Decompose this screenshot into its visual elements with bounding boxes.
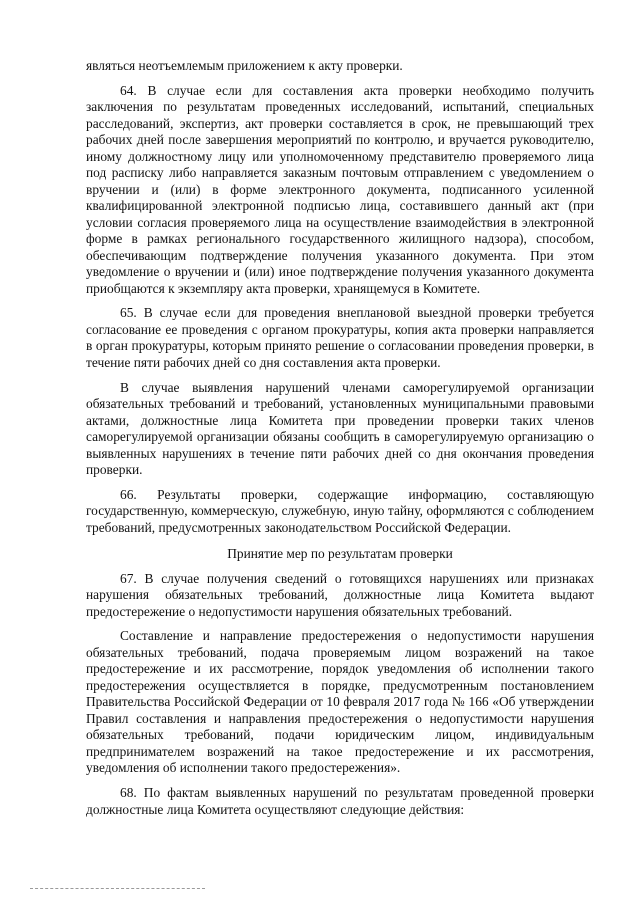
paragraph-67: 67. В случае получения сведений о готовящихся нарушениях или признаках нарушения обязательных требований, должностные лица Комитета выдают предостережение о недопустимости нарушения обязательных требований. — [86, 570, 594, 619]
paragraph-continuation: являться неотъемлемым приложением к акту проверки. — [86, 58, 403, 73]
paragraph-sro-violations: В случае выявления нарушений членами саморегулируемой организации обязательных требований и требований, установленных муниципальными правовыми актами, должностные лица Комитета при проведении проверки таких членов саморегулируемой организации обязаны сообщить в саморегулируемую организацию о выявленных нарушениях в течение пяти рабочих дней со дня окончания проведения проверки. — [86, 379, 594, 478]
section-heading: Принятие мер по результатам проверки — [227, 546, 453, 562]
paragraph-65: 65. В случае если для проведения внеплановой выездной проверки требуется согласование ее проведения с органом прокуратуры, копия акта проверки направляется в орган прокуратуры, которым принято решение о согласовании проведения проверки, в течение пяти рабочих дней со дня составления акта проверки. — [86, 305, 594, 370]
paragraph-warning-procedure: Составление и направление предостережения о недопустимости нарушения обязательных требований, подача проверяемым лицом возражений на такое предостережение и их рассмотрение, порядок уведомления об исполнении такого предостережения осуществляется в порядке, предусмотренным постановлением Правительства Российской Федерации от 10 февраля 2017 года № 166 «Об утверждении Правил составления и направления предостережения о недопустимости нарушения обязательных требований, подачи юридическим лицом, индивидуальным предпринимателем возражений на такое предостережение и их рассмотрения, уведомления об исполнении такого предостережения». — [86, 628, 594, 776]
paragraph-64: 64. В случае если для составления акта проверки необходимо получить заключения по результатам проведенных исследований, испытаний, специальных расследований, экспертиз, акт проверки составляется в срок, не превышающий трех рабочих дней после завершения мероприятий по контролю, и вручается руководителю, иному должностному лицу или уполномоченному представителю проверяемого лица под расписку либо направляется заказным почтовым отправлением с уведомлением о вручении и (или) в форме электронного документа, подписанного усиленной квалифицированной электронной подписью лица, составившего данный акт (при условии согласия проверяемого лица на осуществление взаимодействия в электронной форме в рамках регионального государственного жилищного надзора), способом, обеспечивающим подтверждение получения указанного документа. При этом уведомление о вручении и (или) иное подтверждение получения указанного документа приобщаются к экземпляру акта проверки, хранящемуся в Комитете. — [86, 82, 594, 296]
footer-rule — [30, 888, 205, 889]
paragraph-68: 68. По фактам выявленных нарушений по результатам проведенной проверки должностные лица Комитета осуществляют следующие действия: — [86, 785, 594, 817]
paragraph-66: 66. Результаты проверки, содержащие информацию, составляющую государственную, коммерческую, служебную, иную тайну, оформляются с соблюдением требований, предусмотренных законодательством Российской Федерации. — [86, 486, 594, 535]
document-body — [86, 58, 594, 826]
